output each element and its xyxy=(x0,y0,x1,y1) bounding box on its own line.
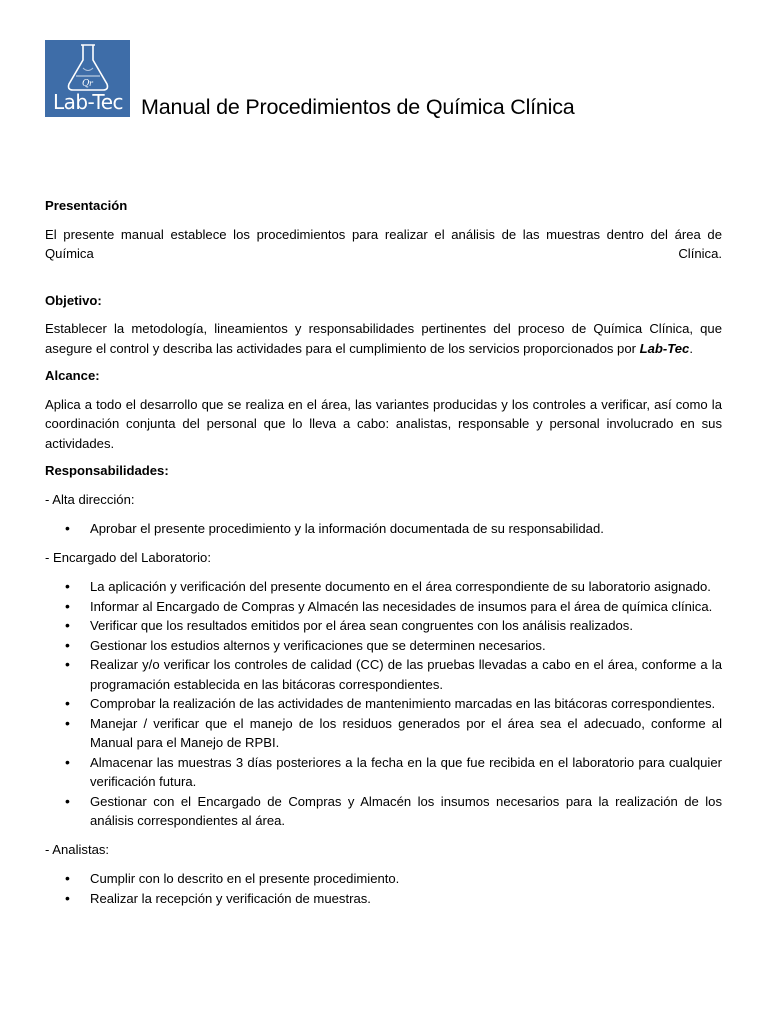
svg-text:r: r xyxy=(89,79,93,88)
objetivo-text-main: Establecer la metodología, lineamientos y responsabilidades pertinentes del proceso de Química Clínica, que asegure el control y describa las actividades para el cumplimiento de los servicios proporcionados por xyxy=(45,321,722,356)
alcance-text: Aplica a todo el desarrollo que se realiza en el área, las variantes producidas y los controles a verificar, así como la coordinación conjunta del personal que lo lleva a cabo: analistas, responsable y personal involucrado en sus actividades. xyxy=(45,396,722,451)
section-heading-responsabilidades: Responsabilidades: xyxy=(45,463,169,478)
document-body xyxy=(45,196,722,908)
list-item: • Realizar y/o verificar los controles de calidad (CC) de las pruebas llevadas a cabo en el área, conforme a la programación establecida en las bitácoras correspondientes. xyxy=(45,655,722,694)
presentacion-word-left: Química xyxy=(45,246,94,261)
alta-direccion-list xyxy=(45,519,722,539)
presentacion-word-right: Clínica. xyxy=(678,246,722,261)
list-item: • Cumplir con lo descrito en el presente procedimiento. xyxy=(45,869,722,889)
list-item: • Comprobar la realización de las actividades de mantenimiento marcadas en las bitácoras correspondientes. xyxy=(45,694,722,714)
list-item: • Realizar la recepción y verificación de muestras. xyxy=(45,889,722,909)
section-heading-presentacion: Presentación xyxy=(45,198,128,213)
section-heading-alcance: Alcance: xyxy=(45,368,100,383)
list-item: • Almacenar las muestras 3 días posteriores a la fecha en la que fue recibida en el laboratorio para cualquier verificación futura. xyxy=(45,753,722,792)
presentacion-line1: El presente manual establece los procedimientos para realizar el análisis de las muestras dentro del área de xyxy=(45,226,722,242)
presentacion-line2 xyxy=(45,244,722,264)
lab-tec-logo xyxy=(45,40,130,117)
list-item: • Informar al Encargado de Compras y Almacén las necesidades de insumos para el área de química clínica. xyxy=(45,597,722,617)
list-item: • Manejar / verificar que el manejo de los residuos generados por el área sea el adecuado, conforme al Manual para el Manejo de RPBI. xyxy=(45,714,722,753)
role-label-encargado: - Encargado del Laboratorio: xyxy=(45,549,211,565)
logo-text: Lab-Tec xyxy=(52,90,124,114)
role-label-analistas: - Analistas: xyxy=(45,841,110,857)
encargado-list xyxy=(45,577,722,831)
section-heading-objetivo: Objetivo: xyxy=(45,292,102,308)
list-item: • La aplicación y verificación del presente documento en el área correspondiente de su laboratorio asignado. xyxy=(45,577,722,597)
analistas-list xyxy=(45,869,722,908)
objetivo-text-end: . xyxy=(689,340,693,356)
list-item: • Gestionar los estudios alternos y verificaciones que se determinen necesarios. xyxy=(45,636,722,656)
list-item: • Gestionar con el Encargado de Compras y Almacén los insumos necesarios para la realización de los análisis correspondientes al área. xyxy=(45,792,722,831)
role-label-alta-direccion: - Alta dirección: xyxy=(45,491,135,507)
objetivo-text xyxy=(45,319,722,358)
objetivo-company-name: Lab-Tec xyxy=(639,340,690,356)
list-item: • Verificar que los resultados emitidos por el área sean congruentes con los análisis realizados. xyxy=(45,616,722,636)
document-title: Manual de Procedimientos de Química Clínica xyxy=(141,95,575,119)
list-item: • Aprobar el presente procedimiento y la información documentada de su responsabilidad. xyxy=(45,519,722,539)
svg-text:Q: Q xyxy=(82,79,90,89)
